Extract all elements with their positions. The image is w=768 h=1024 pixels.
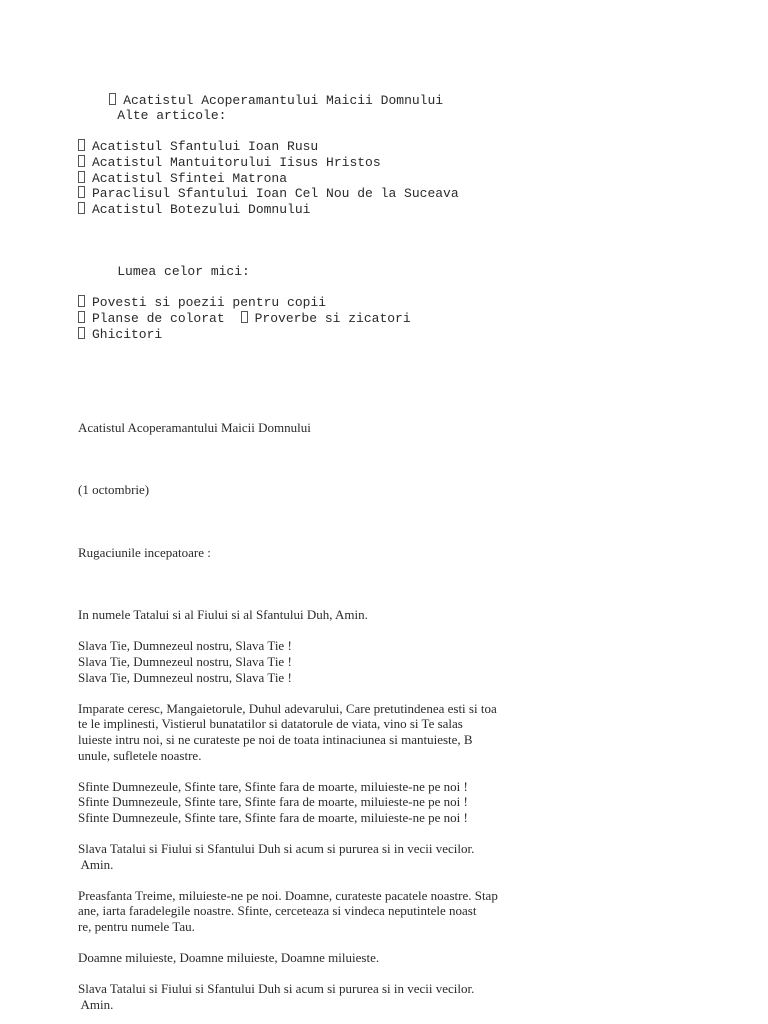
kids-link[interactable]: Ghicitori [92, 326, 163, 342]
list-item[interactable] [78, 295, 718, 311]
kids-list [78, 295, 718, 342]
kids-section-label: Lumea celor mici: [117, 264, 250, 280]
paragraph-line: Slava Tatalui si Fiului si Sfantului Duh si acum si pururea si in vecii vecilor. [78, 981, 475, 997]
main-article-link-row[interactable] [78, 77, 718, 108]
paragraph-line: ane, iarta faradelegile noastre. Sfinte, cerceteaza si vindeca neputintele noast [78, 903, 477, 919]
paragraph-line: Sfinte Dumnezeule, Sfinte tare, Sfinte fara de moarte, miluieste-ne pe noi ! [78, 794, 468, 810]
paragraph [78, 701, 718, 763]
paragraph-line: Slava Tie, Dumnezeul nostru, Slava Tie ! [78, 653, 292, 669]
paragraph-line: Amin. [78, 997, 114, 1013]
paragraph-line: Preasfanta Treime, miluieste-ne pe noi. Doamne, curateste pacatele noastre. Stap [78, 887, 498, 903]
paragraph [78, 638, 718, 685]
kids-link[interactable]: Proverbe si zicatori [254, 310, 411, 326]
paragraph-line: luieste intru noi, si ne curateste pe noi de toata intinaciunea si mantuieste, B [78, 731, 473, 747]
paragraph-line: Slava Tie, Dumnezeul nostru, Slava Tie ! [78, 638, 292, 654]
document-page [78, 77, 718, 1013]
paragraph: Doamne miluieste, Doamne miluieste, Doamne miluieste. [78, 950, 380, 966]
list-item[interactable] [78, 186, 718, 202]
list-item[interactable] [78, 311, 718, 327]
document-title: Acatistul Acoperamantului Maicii Domnului [78, 420, 311, 436]
missing-glyph-icon [78, 171, 85, 183]
paragraph-line: Slava Tatalui si Fiului si Sfantului Duh si acum si pururea si in vecii vecilor. [78, 841, 475, 857]
document-date: (1 octombrie) [78, 482, 150, 498]
list-item[interactable] [78, 139, 718, 155]
article-link[interactable]: Acatistul Sfantului Ioan Rusu [92, 139, 319, 155]
article-link[interactable]: Acatistul Sfintei Matrona [92, 170, 288, 186]
kids-link[interactable]: Planse de colorat [92, 310, 225, 326]
intro-heading: Rugaciunile incepatoare : [78, 544, 211, 560]
missing-glyph-icon [241, 311, 248, 323]
missing-glyph-icon [78, 327, 85, 339]
paragraph-line: Sfinte Dumnezeule, Sfinte tare, Sfinte fara de moarte, miluieste-ne pe noi ! [78, 809, 468, 825]
kids-section-label-row [78, 249, 718, 280]
paragraph-line: unule, sufletele noastre. [78, 747, 202, 763]
paragraph: In numele Tatalui si al Fiului si al Sfantului Duh, Amin. [78, 607, 368, 623]
article-link[interactable]: Paraclisul Sfantului Ioan Cel Nou de la Suceava [92, 186, 459, 202]
missing-glyph-icon [78, 186, 85, 198]
list-item[interactable] [78, 327, 718, 343]
article-link[interactable]: Acatistul Botezului Domnului [92, 201, 311, 217]
articles-list [78, 139, 718, 217]
list-item[interactable] [78, 202, 718, 218]
missing-glyph-icon [78, 155, 85, 167]
paragraph-line: re, pentru numele Tau. [78, 919, 195, 935]
list-item[interactable] [78, 171, 718, 187]
missing-glyph-icon [109, 93, 116, 105]
missing-glyph-icon [78, 202, 85, 214]
kids-link[interactable]: Povesti si poezii pentru copii [92, 295, 327, 311]
missing-glyph-icon [78, 139, 85, 151]
document-body [78, 420, 718, 1013]
paragraph-line: Sfinte Dumnezeule, Sfinte tare, Sfinte fara de moarte, miluieste-ne pe noi ! [78, 778, 468, 794]
main-article-link[interactable]: Acatistul Acoperamantului Maicii Domnului [123, 92, 444, 108]
paragraph [78, 779, 718, 826]
article-link[interactable]: Acatistul Mantuitorului Iisus Hristos [92, 154, 381, 170]
missing-glyph-icon [78, 311, 85, 323]
paragraph [78, 841, 718, 872]
other-articles-label: Alte articole: [117, 108, 227, 124]
list-item[interactable] [78, 155, 718, 171]
paragraph-line: Amin. [78, 856, 114, 872]
paragraph-line: te le implinesti, Vistierul bunatatilor si datatorule de viata, vino si Te salas [78, 716, 463, 732]
paragraph [78, 981, 718, 1012]
paragraph-line: Slava Tie, Dumnezeul nostru, Slava Tie ! [78, 669, 292, 685]
paragraph [78, 888, 718, 935]
paragraph-line: Imparate ceresc, Mangaietorule, Duhul adevarului, Care pretutindenea esti si toa [78, 700, 497, 716]
missing-glyph-icon [78, 295, 85, 307]
